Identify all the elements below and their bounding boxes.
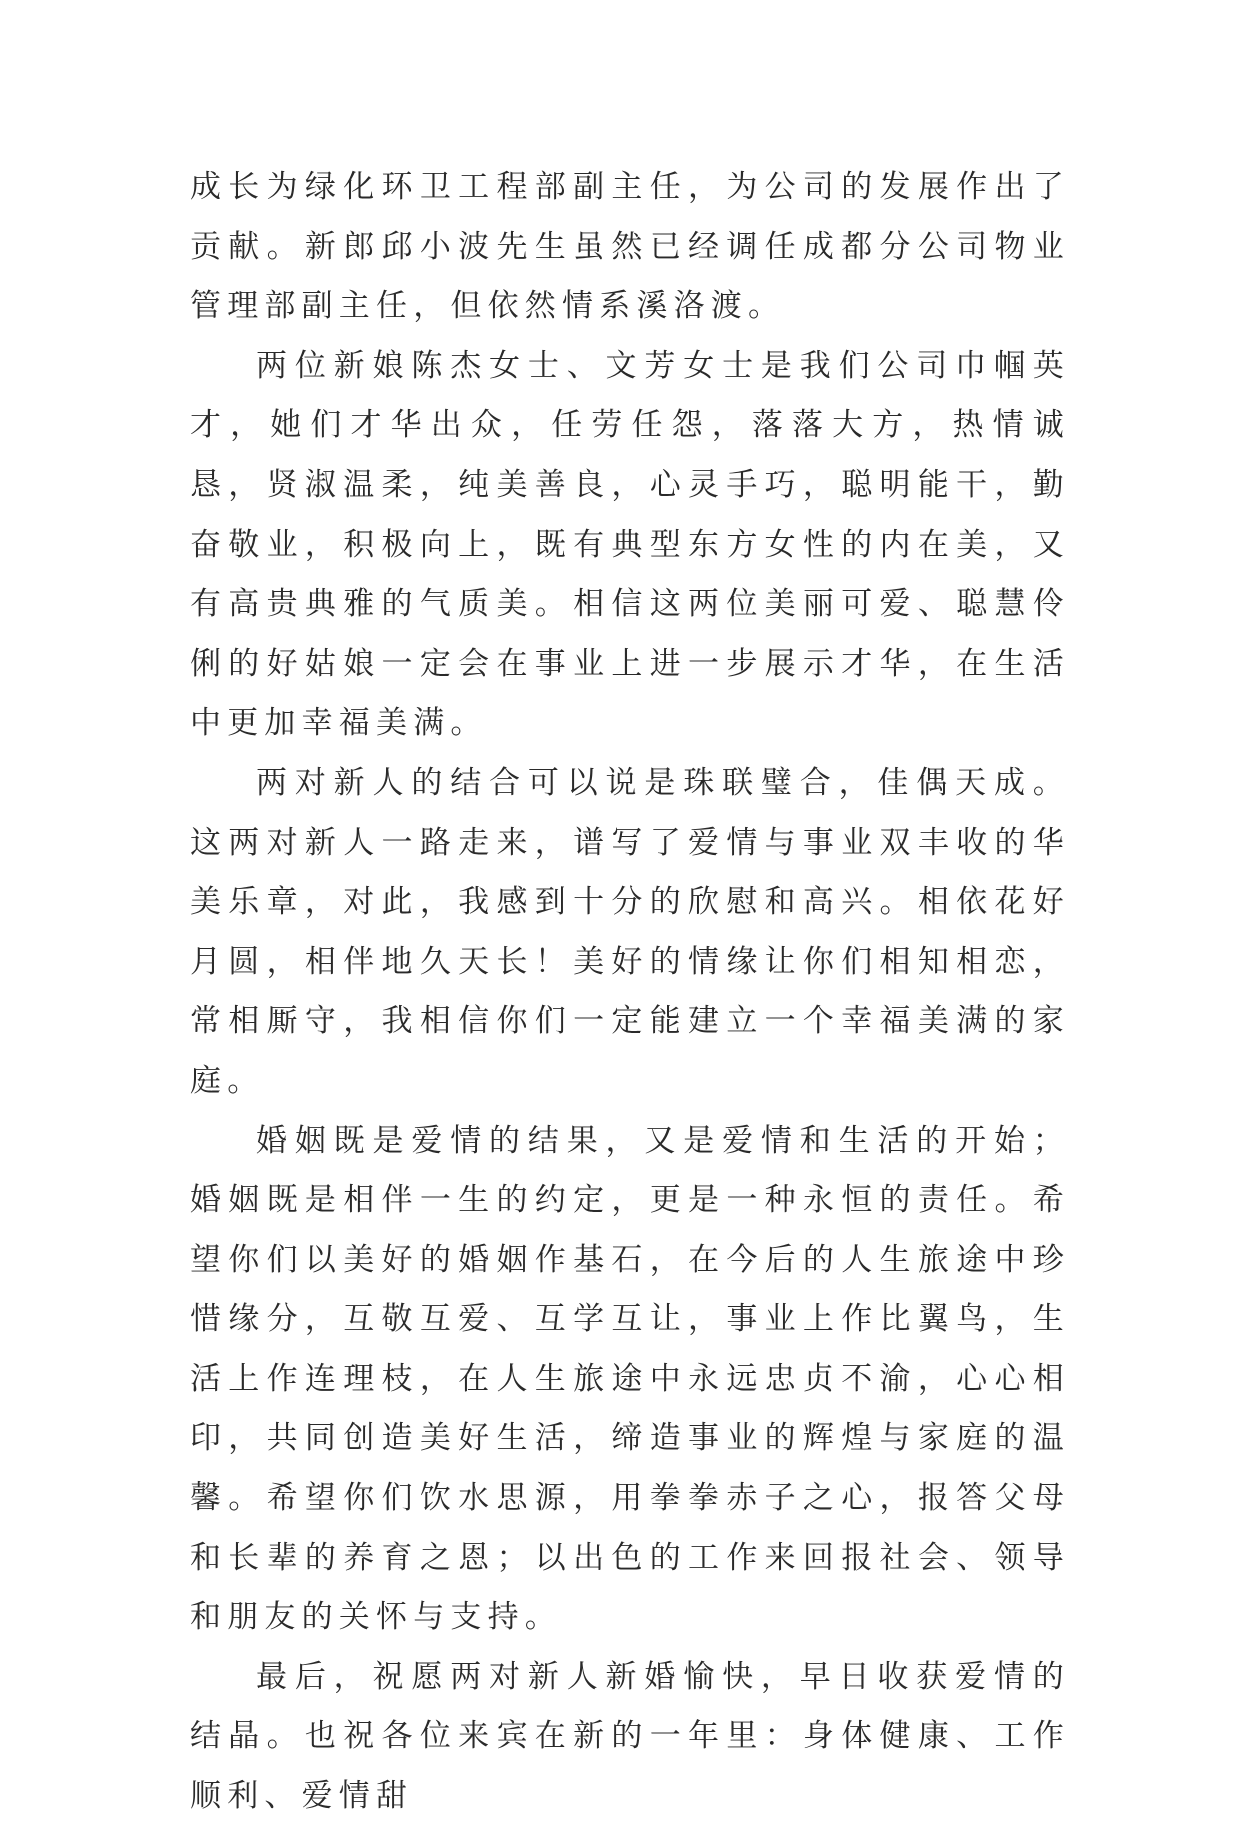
paragraph-continued: 成长为绿化环卫工程部副主任，为公司的发展作出了贡献。新郎邱小波先生虽然已经调任成都分公司物业管理部副主任，但依然情系溪洛渡。: [190, 169, 1070, 325]
paragraph-marriage: 婚姻既是爱情的结果，又是爱情和生活的开始；婚姻既是相伴一生的约定，更是一种永恒的责任。希望你们以美好的婚姻作基石，在今后的人生旅途中珍惜缘分，互敬互爱、互学互让，事业上作比翼鸟，生活上作连理枝，在人生旅途中永远忠贞不渝，心心相印，共同创造美好生活，缔造事业的辉煌与家庭的温馨。希望你们饮水思源，用拳拳赤子之心，报答父母和长辈的养育之恩；以出色的工作来回报社会、领导和朋友的关怀与支持。: [190, 1122, 1070, 1636]
document-body: [190, 158, 1070, 1827]
paragraph-closing: 最后，祝愿两对新人新婚愉快，早日收获爱情的结晶。也祝各位来宾在新的一年里：身体健康、工作顺利、爱情甜: [190, 1658, 1070, 1815]
paragraph-couples: 两对新人的结合可以说是珠联璧合，佳偶天成。这两对新人一路走来，谱写了爱情与事业双丰收的华美乐章，对此，我感到十分的欣慰和高兴。相依花好月圆，相伴地久天长！美好的情缘让你们相知相恋，常相厮守，我相信你们一定能建立一个幸福美满的家庭。: [190, 764, 1070, 1099]
paragraph-brides: 两位新娘陈杰女士、文芳女士是我们公司巾帼英才，她们才华出众，任劳任怨，落落大方，热情诚恳，贤淑温柔，纯美善良，心灵手巧，聪明能干，勤奋敬业，积极向上，既有典型东方女性的内在美，又有高贵典雅的气质美。相信这两位美丽可爱、聪慧伶俐的好姑娘一定会在事业上进一步展示才华，在生活中更加幸福美满。: [190, 347, 1070, 742]
